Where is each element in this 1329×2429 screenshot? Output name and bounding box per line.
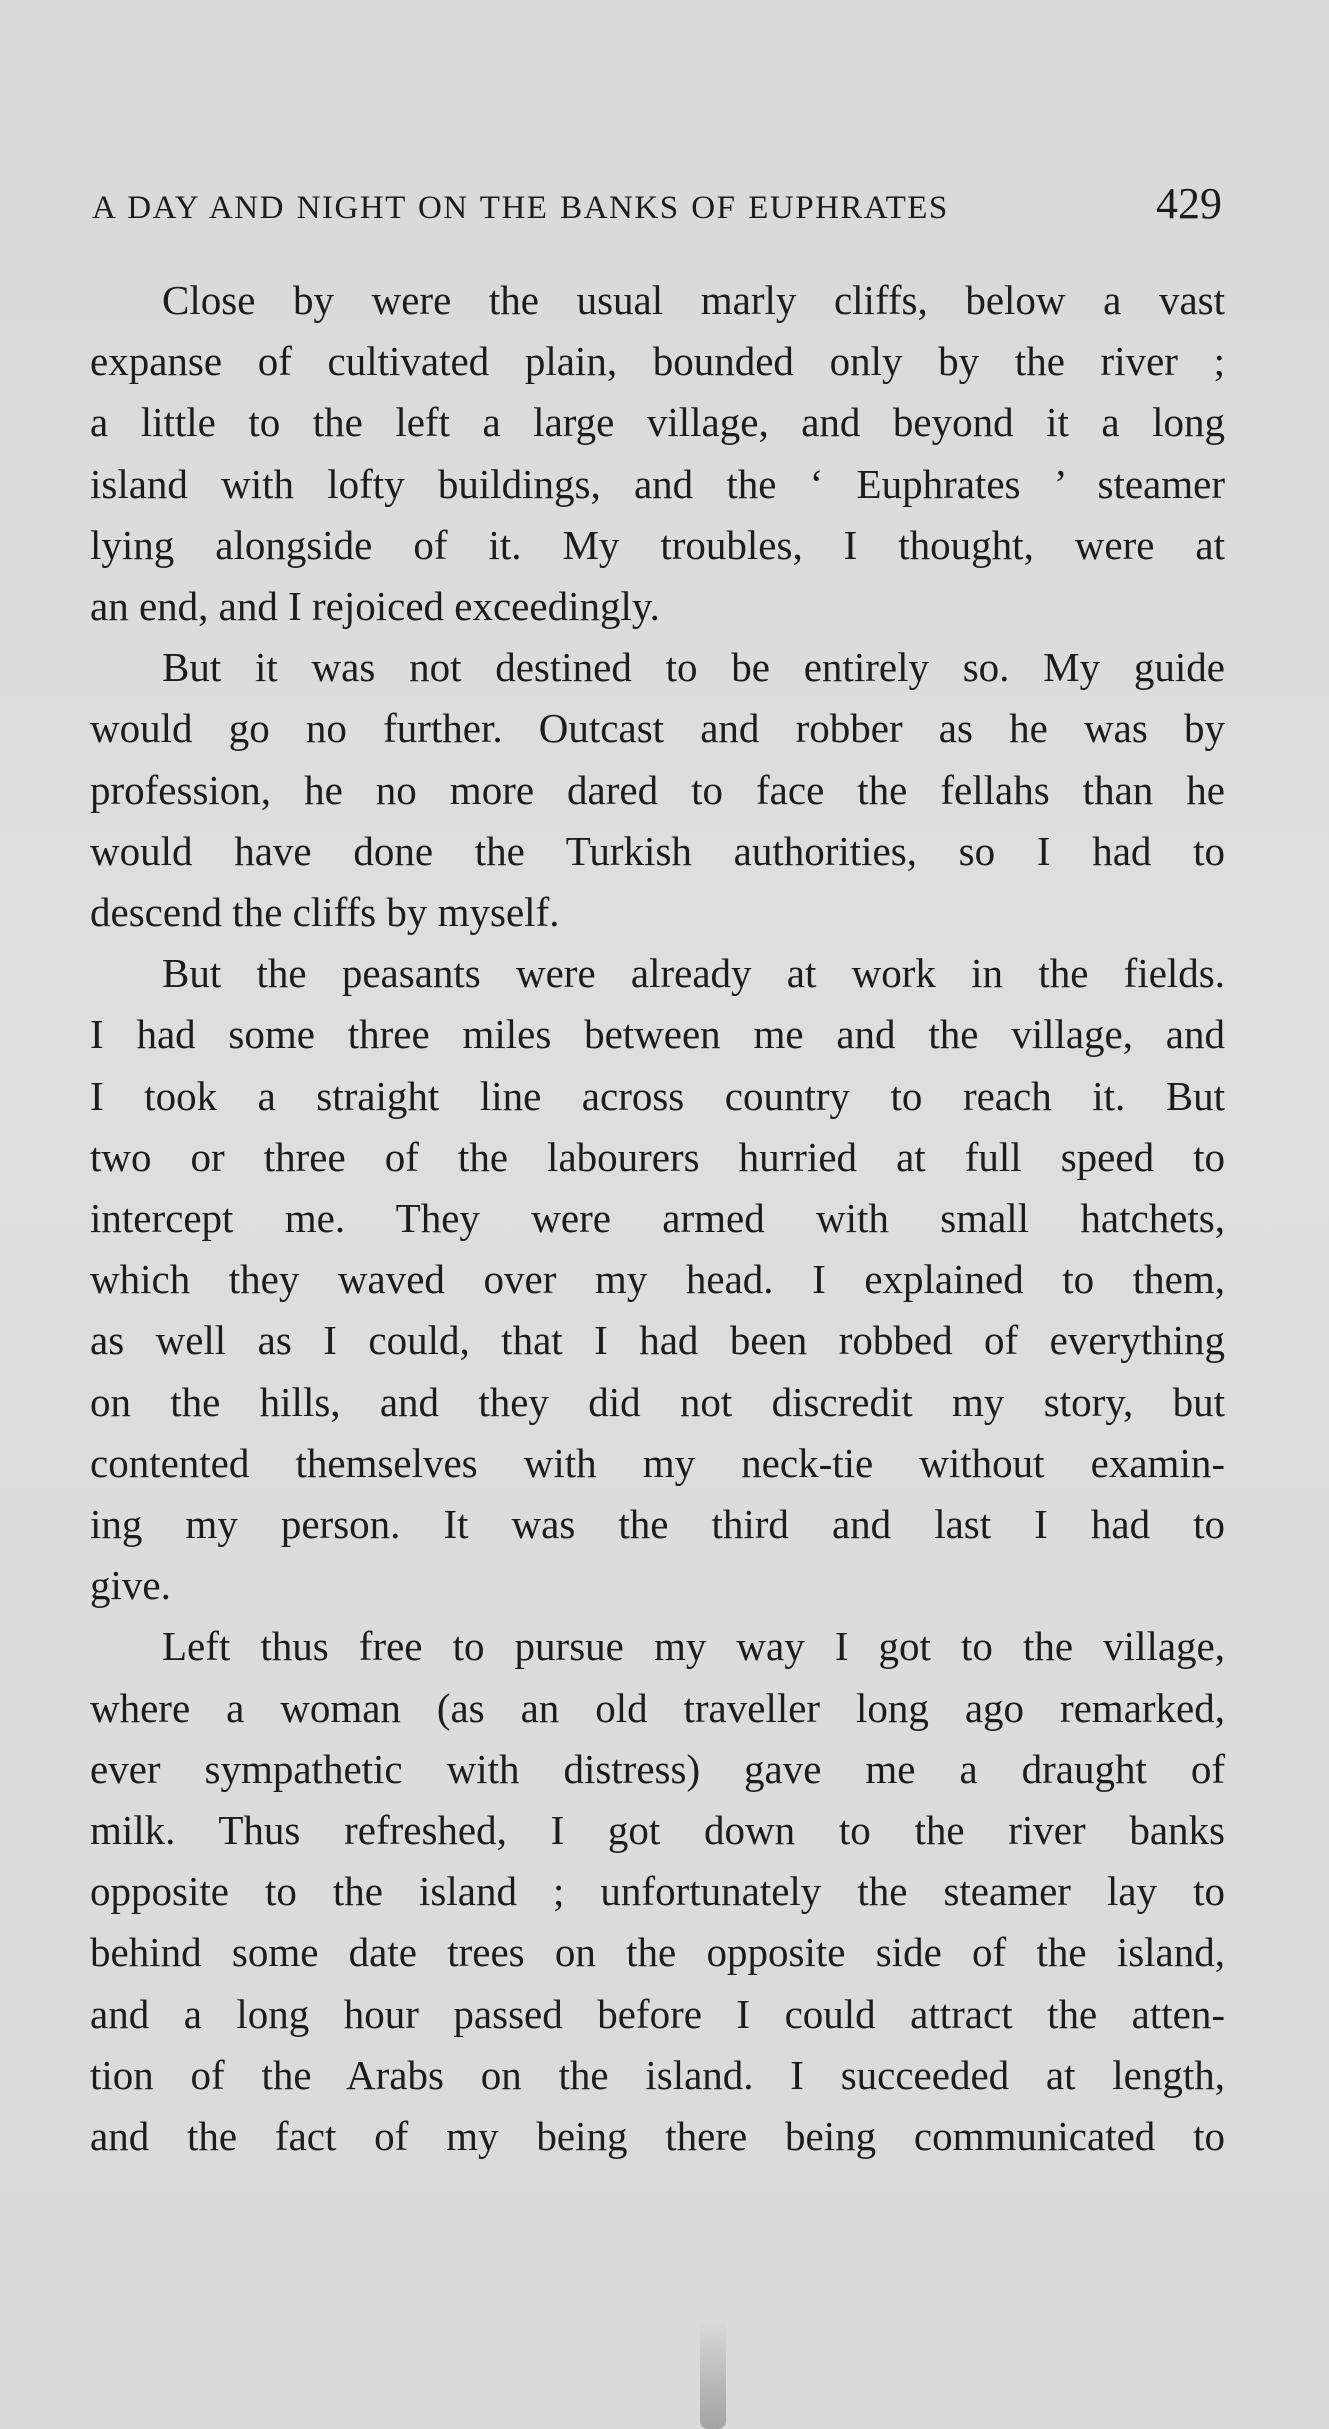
text-line: lying alongside of it. My troubles, I thought, were at xyxy=(90,521,1225,568)
text-line: would go no further. Outcast and robber as he was by xyxy=(90,705,1225,752)
running-head: A DAY AND NIGHT ON THE BANKS OF EUPHRATES xyxy=(92,190,949,226)
text-line: milk. Thus refreshed, I got down to the river banks xyxy=(90,1807,1225,1854)
text-line: where a woman (as an old traveller long ago remarked, xyxy=(90,1684,1225,1731)
text-line: expanse of cultivated plain, bounded only by the river ; xyxy=(90,338,1225,385)
text-line: tion of the Arabs on the island. I succeeded at length, xyxy=(90,2051,1225,2098)
text-line: Close by were the usual marly cliffs, below a vast xyxy=(162,277,1225,323)
page-number: 429 xyxy=(1156,179,1222,228)
text-line: ing my person. It was the third and last I had to xyxy=(90,1501,1225,1548)
text-line: as well as I could, that I had been robbed of everything xyxy=(90,1317,1225,1364)
text-line: opposite to the island ; unfortunately the steamer lay to xyxy=(90,1868,1225,1915)
text-line: I took a straight line across country to reach it. But xyxy=(90,1072,1225,1119)
page-header xyxy=(92,178,1222,238)
text-line: on the hills, and they did not discredit my story, but xyxy=(90,1378,1225,1425)
text-line: descend the cliffs by myself. xyxy=(90,889,560,936)
text-line: two or three of the labourers hurried at full speed to xyxy=(90,1133,1225,1180)
body-text xyxy=(90,270,1225,2167)
page-smudge xyxy=(700,2320,726,2429)
paragraph xyxy=(90,637,1225,943)
text-line: an end, and I rejoiced exceedingly. xyxy=(90,583,660,630)
text-line: profession, he no more dared to face the fellahs than he xyxy=(90,766,1225,813)
text-line: But the peasants were already at work in the fields. xyxy=(162,950,1225,997)
paragraph xyxy=(90,1616,1225,2167)
text-line: give. xyxy=(90,1562,171,1609)
text-line: Left thus free to pursue my way I got to the village, xyxy=(162,1623,1225,1670)
text-line: which they waved over my head. I explained to them, xyxy=(90,1256,1225,1303)
text-line: a little to the left a large village, and beyond it a long xyxy=(90,399,1225,446)
text-line: intercept me. They were armed with small hatchets, xyxy=(90,1195,1225,1242)
text-line: would have done the Turkish authorities, so I had to xyxy=(90,827,1225,874)
text-line: behind some date trees on the opposite side of the island, xyxy=(90,1929,1225,1976)
text-line: I had some three miles between me and the village, and xyxy=(90,1011,1225,1058)
text-line: contented themselves with my neck-tie without examin- xyxy=(90,1439,1225,1486)
paragraph xyxy=(90,943,1225,1616)
text-line: But it was not destined to be entirely so. My guide xyxy=(162,644,1225,691)
text-line: ever sympathetic with distress) gave me a draught of xyxy=(90,1745,1225,1792)
text-line: and a long hour passed before I could attract the atten- xyxy=(90,1990,1225,2037)
text-line: island with lofty buildings, and the ‘ Euphrates ’ steamer xyxy=(90,460,1225,507)
paragraph xyxy=(90,270,1225,637)
text-line: and the fact of my being there being communicated to xyxy=(90,2113,1225,2160)
